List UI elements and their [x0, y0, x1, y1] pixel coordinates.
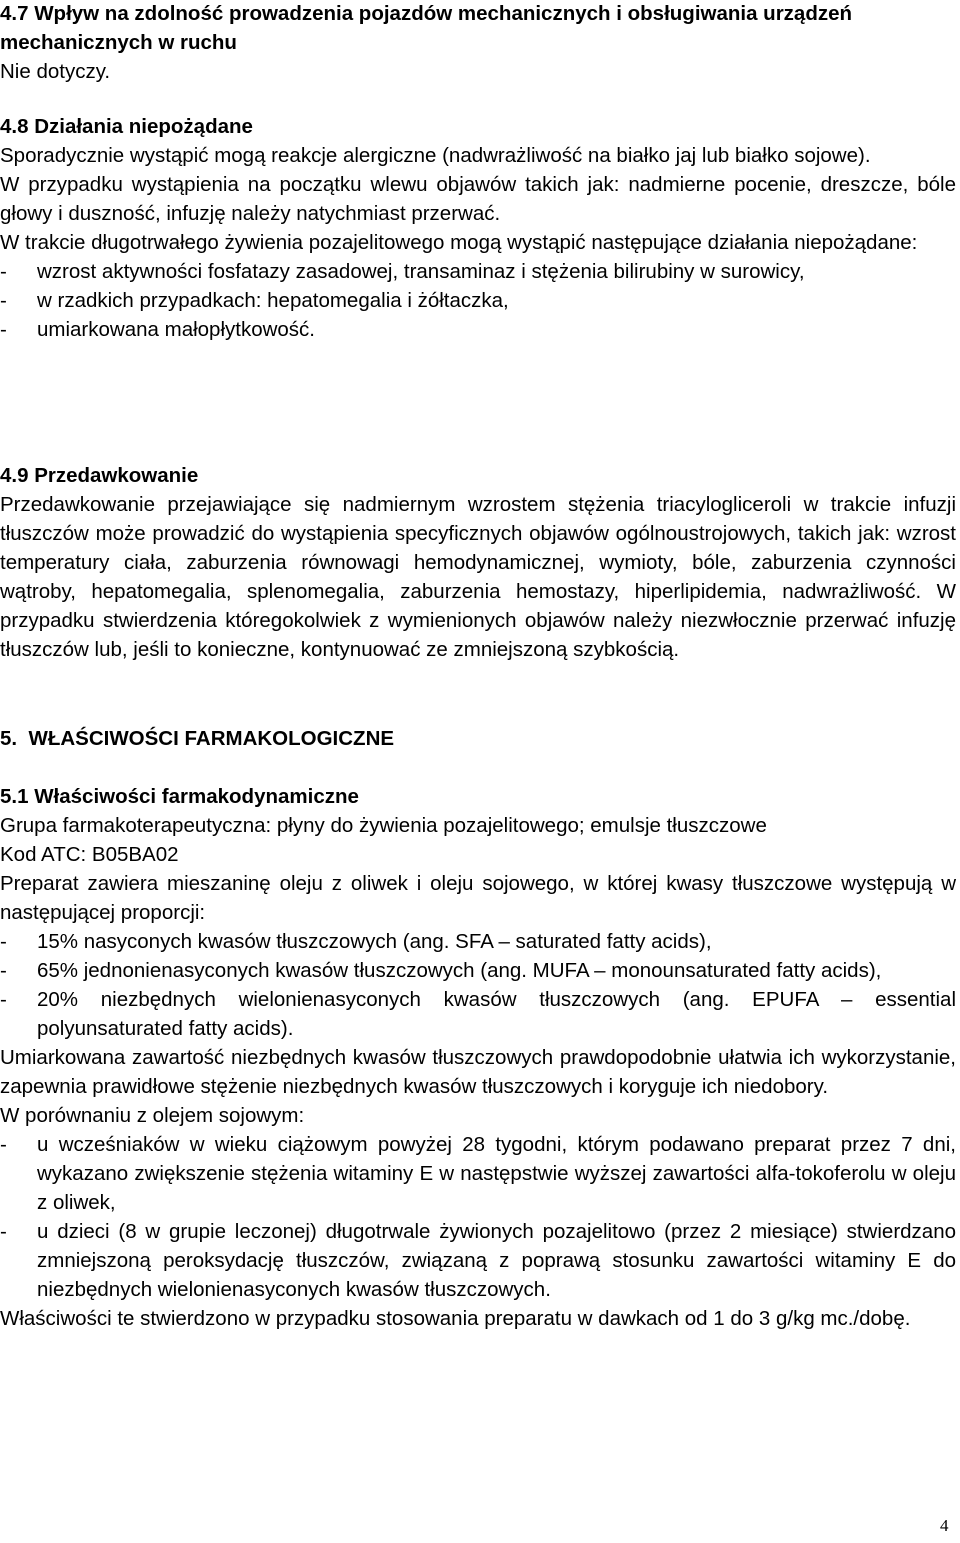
section-4-9 — [0, 461, 956, 664]
paragraph-comparison: W porównaniu z olejem sojowym: — [0, 1104, 305, 1127]
paragraph-composition: Preparat zawiera mieszaninę oleju z oliwek i oleju sojowego, w której kwasy tłuszczowe występują w następującej proporcji: — [0, 872, 956, 924]
section-4-8 — [0, 112, 956, 344]
paragraph-overdose: Przedawkowanie przejawiające się nadmiernym wzrostem stężenia triacylogliceroli w trakcie infuzji tłuszczów może prowadzić do wystąpienia specyficznych objawów ogólnoustrojowych, takich jak: wzrost temperatury ciała, zaburzenia równowagi hemodynamicznej, wymioty, bóle, zaburzenia czynności wątroby, hepatomegalia, splenomegalia, zaburzenia hemostazy, hiperlipidemia, nadwrażliwość. W przypadku stwierdzenia któregokolwiek z wymienionych objawów należy niezwłocznie przerwać infuzję tłuszczów lub, jeśli to konieczne, kontynuować ze zmniejszoną szybkością. — [0, 493, 956, 661]
list-item: - wzrost aktywności fosfatazy zasadowej, transaminaz i stężenia bilirubiny w surowicy, — [0, 260, 805, 283]
list-item: - 65% jednonienasyconych kwasów tłuszczowych (ang. MUFA – monounsaturated fatty acids), — [0, 959, 882, 982]
paragraph-dosage: Właściwości te stwierdzono w przypadku stosowania preparatu w dawkach od 1 do 3 g/kg mc./dobę. — [0, 1307, 911, 1330]
paragraph-long-term: W trakcie długotrwałego żywienia pozajelitowego mogą wystąpić następujące działania niepożądane: — [0, 231, 918, 254]
list-item: - w rzadkich przypadkach: hepatomegalia i żółtaczka, — [0, 289, 509, 312]
list-item: - 20% niezbędnych wielonienasyconych kwasów tłuszczowych (ang. EPUFA – essential polyunsaturated fatty acids). — [0, 988, 956, 1040]
heading-4-7: 4.7 Wpływ na zdolność prowadzenia pojazdów mechanicznych i obsługiwania urządzeń mechanicznych w ruchu — [0, 2, 853, 54]
heading-5: 5. WŁAŚCIWOŚCI FARMAKOLOGICZNE — [0, 727, 395, 750]
list-item: - umiarkowana małopłytkowość. — [0, 318, 316, 341]
heading-4-8: 4.8 Działania niepożądane — [0, 115, 253, 138]
page-number: 4 — [940, 1516, 949, 1535]
list-item: - u dzieci (8 w grupie leczonej) długotrwale żywionych pozajelitowo (przez 2 miesiące) stwierdzano zmniejszoną peroksydację tłuszczów, związaną z poprawą stosunku zawartości witaminy E do niezbędnych wielonienasyconych kwasów tłuszczowych. — [0, 1220, 956, 1301]
paragraph-infusion-stop: W przypadku wystąpienia na początku wlewu objawów takich jak: nadmierne pocenie, dreszcze, bóle głowy i duszność, infuzję należy natychmiast przerwać. — [0, 173, 956, 225]
atc-code: Kod ATC: B05BA02 — [0, 843, 179, 866]
paragraph-moderate-content: Umiarkowana zawartość niezbędnych kwasów tłuszczowych prawdopodobnie ułatwia ich wykorzystanie, zapewnia prawidłowe stężenie niezbędnych kwasów tłuszczowych i koryguje ich niedobory. — [0, 1046, 956, 1098]
list-item: - u wcześniaków w wieku ciążowym powyżej 28 tygodni, którym podawano preparat przez 7 dni, wykazano zwiększenie stężenia witaminy E w następstwie wyższej zawartości alfa-tokoferolu w oleju z oliwek, — [0, 1133, 956, 1214]
pharmacotherapeutic-group: Grupa farmakoterapeutyczna: płyny do żywienia pozajelitowego; emulsje tłuszczowe — [0, 814, 767, 837]
text-4-7: Nie dotyczy. — [0, 60, 111, 83]
paragraph-allergy: Sporadycznie wystąpić mogą reakcje alergiczne (nadwrażliwość na białko jaj lub białko sojowe). — [0, 144, 871, 167]
heading-5-1: 5.1 Właściwości farmakodynamiczne — [0, 785, 359, 808]
section-5-1 — [0, 782, 956, 1333]
list-item: - 15% nasyconych kwasów tłuszczowych (ang. SFA – saturated fatty acids), — [0, 930, 712, 953]
heading-4-9: 4.9 Przedawkowanie — [0, 464, 199, 487]
section-4-7 — [0, 0, 956, 86]
